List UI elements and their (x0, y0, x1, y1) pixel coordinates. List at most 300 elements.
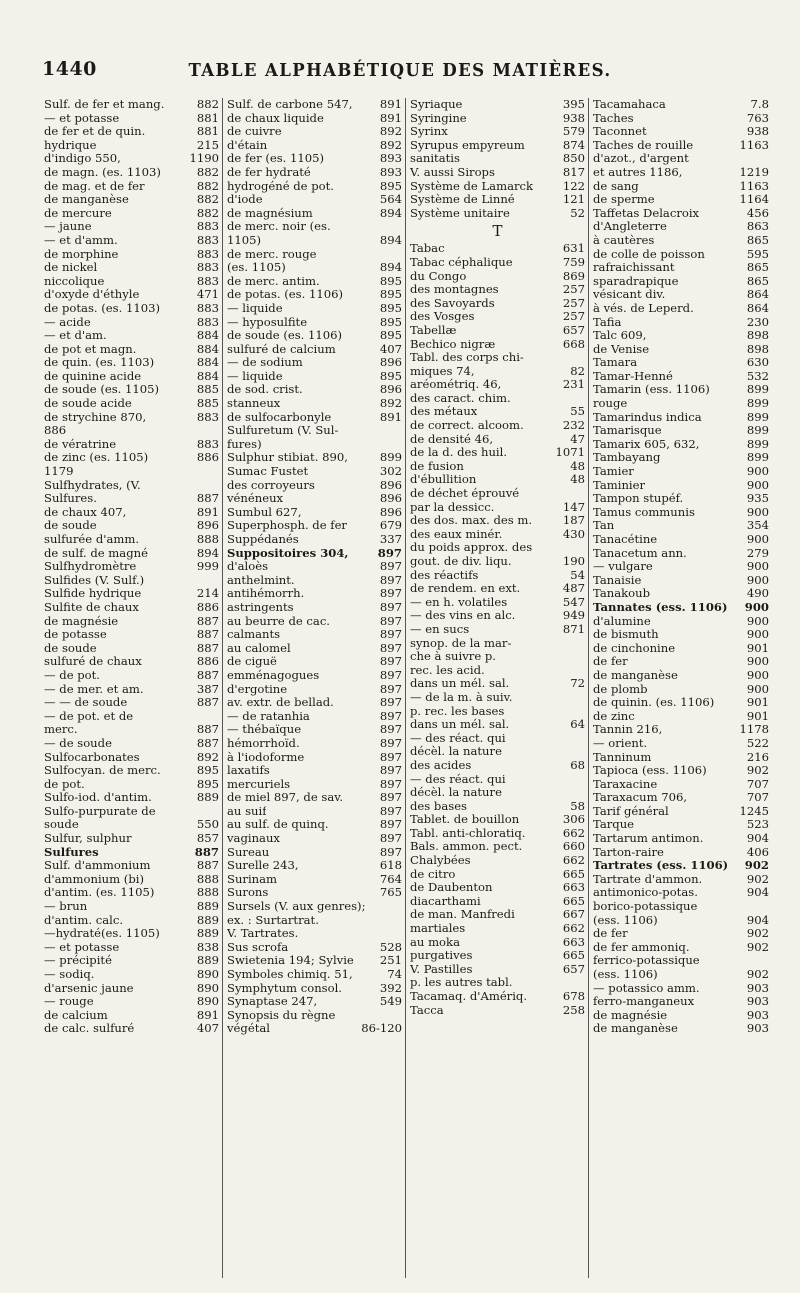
index-entry (227, 615, 402, 629)
entry-page-ref: 898 (746, 329, 769, 343)
index-entry (410, 139, 585, 153)
entry-page-ref: 456 (746, 206, 769, 220)
index-entry (227, 397, 402, 411)
index-entry (593, 791, 769, 805)
entry-term: calmants (227, 628, 281, 642)
index-entry (44, 778, 219, 792)
index-entry (410, 501, 585, 515)
entry-page-ref: 895 (379, 315, 402, 329)
entry-page-ref: 257 (562, 283, 585, 297)
entry-term: de vératrine (44, 437, 117, 451)
index-entry (410, 963, 585, 977)
entry-term: rouge (593, 397, 628, 411)
index-entry (410, 868, 585, 882)
entry-term: de manganèse (44, 193, 129, 207)
index-entry (227, 302, 402, 316)
entry-term: de magnésie (44, 614, 119, 628)
entry-term: Sursels (V. aux genres); (227, 900, 366, 914)
entry-term: de zinc (es. 1105) (44, 451, 149, 465)
entry-term: de calc. sulfuré (44, 1022, 135, 1036)
entry-term: de magnésie (593, 1008, 668, 1022)
entry-term: Synopsis du règne (227, 1008, 336, 1022)
entry-page-ref: 122 (562, 179, 585, 193)
index-entry (44, 547, 219, 561)
entry-term: antihémorrh. (227, 587, 305, 601)
index-entry (44, 139, 219, 153)
index-entry (227, 818, 402, 832)
entry-page-ref: 897 (379, 600, 402, 614)
index-entry (44, 601, 219, 615)
index-entry (44, 193, 219, 207)
entry-page-ref: 883 (196, 247, 219, 261)
entry-term: végétal (227, 1022, 270, 1036)
index-entry (593, 424, 769, 438)
index-entry (44, 642, 219, 656)
index-entry (410, 541, 585, 555)
index-entry (44, 234, 219, 248)
entry-page-ref: 1219 (739, 165, 769, 179)
page-number: 1440 (42, 58, 97, 80)
entry-page-ref: 894 (379, 233, 402, 247)
entry-term: Sulfuretum (V. Sul- (227, 424, 339, 438)
entry-page-ref: 48 (570, 459, 585, 473)
entry-term: Tabellæ (410, 323, 457, 337)
entry-term: Sus scrofa (227, 940, 289, 954)
entry-term: de merc. antim. (227, 274, 320, 288)
entry-term: rec. les acid. (410, 663, 485, 677)
entry-page-ref: 1071 (555, 446, 585, 460)
entry-term: de sperme (593, 193, 655, 207)
entry-term: d'antim. calc. (44, 913, 124, 927)
entry-page-ref: 888 (196, 533, 219, 546)
entry-page-ref: 72 (570, 677, 585, 691)
entry-page-ref: 630 (746, 356, 769, 370)
entry-page-ref: 895 (379, 274, 402, 288)
entry-term: Sulf. de carbone 547, (227, 98, 353, 111)
index-entry (593, 1009, 769, 1023)
index-entry (410, 759, 585, 773)
entry-term: Taraxacum 706, (593, 791, 688, 805)
entry-term: Tartrate d'ammon. (593, 872, 703, 886)
entry-page-ref: 897 (379, 682, 402, 696)
index-entry (410, 555, 585, 569)
entry-page-ref: 897 (379, 614, 402, 628)
entry-page-ref: 902 (746, 764, 769, 778)
index-entry (593, 805, 769, 819)
entry-term: d'ammonium (bi) (44, 872, 144, 886)
entry-term: de magn. (es. 1103) (44, 165, 161, 179)
index-entry (593, 995, 769, 1009)
entry-page-ref: 1245 (739, 804, 769, 818)
entry-term: Tanakoub (593, 587, 651, 601)
index-entry (410, 1004, 585, 1018)
entry-page-ref: 897 (379, 641, 402, 655)
entry-page-ref: 58 (570, 799, 585, 813)
entry-page-ref: 897 (379, 777, 402, 791)
entry-page-ref: 52 (570, 206, 585, 220)
index-entry (410, 949, 585, 963)
entry-term: décèl. la nature (410, 786, 502, 800)
index-entry (410, 256, 585, 270)
index-entry (44, 383, 219, 397)
entry-term: au moka (410, 935, 460, 949)
entry-page-ref: 895 (196, 777, 219, 791)
entry-page-ref: 231 (562, 378, 585, 392)
index-entry (227, 139, 402, 153)
index-entry (227, 506, 402, 520)
entry-term: 1105) (227, 233, 262, 247)
entry-page-ref: 618 (379, 859, 402, 873)
entry-term: Système de Lamarck (410, 179, 534, 193)
index-entry (593, 927, 769, 941)
entry-term: emménagogues (227, 668, 320, 682)
entry-page-ref: 900 (746, 478, 769, 492)
entry-page-ref: 549 (379, 995, 402, 1009)
index-entry (227, 628, 402, 642)
entry-page-ref: 897 (379, 628, 402, 642)
entry-term: de fer (593, 655, 628, 669)
index-entry (593, 737, 769, 751)
entry-page-ref: 882 (196, 165, 219, 179)
index-entry (593, 193, 769, 207)
index-entry (227, 370, 402, 384)
entry-page-ref: 68 (570, 758, 585, 772)
entry-page-ref: 897 (379, 668, 402, 682)
entry-page-ref: 765 (379, 886, 402, 900)
index-entry (44, 846, 219, 860)
entry-term: de sulfocarbonyle (227, 410, 332, 424)
index-entry (227, 587, 402, 601)
entry-page-ref: 865 (746, 261, 769, 275)
entry-page-ref: 857 (196, 832, 219, 846)
entry-page-ref: 902 (746, 940, 769, 954)
index-entry (44, 411, 219, 425)
entry-term: hémorrhoïd. (227, 736, 300, 750)
index-entry (593, 370, 769, 384)
entry-page-ref: 899 (746, 410, 769, 424)
index-entry (410, 596, 585, 610)
entry-page-ref: 430 (562, 527, 585, 541)
index-entry (227, 778, 402, 792)
index-entry (593, 98, 769, 112)
entry-page-ref: 892 (379, 397, 402, 411)
entry-page-ref: 886 (196, 655, 219, 669)
index-entry (410, 338, 585, 352)
entry-page-ref: 663 (562, 881, 585, 895)
entry-term: décèl. la nature (410, 745, 502, 759)
entry-page-ref: 897 (379, 655, 402, 669)
entry-page-ref: 902 (744, 859, 769, 873)
entry-term: de correct. alcoom. (410, 419, 524, 433)
index-entry (410, 936, 585, 950)
index-entry (227, 941, 402, 955)
entry-page-ref: 660 (562, 840, 585, 854)
entry-page-ref: 898 (746, 342, 769, 356)
index-entry (227, 1022, 402, 1036)
entry-page-ref: 883 (196, 410, 219, 424)
entry-page-ref: 897 (379, 791, 402, 805)
index-entry (227, 180, 402, 194)
entry-term: 886 (44, 424, 67, 438)
entry-term: Tan (593, 519, 615, 533)
entry-page-ref: 678 (562, 990, 585, 1003)
entry-page-ref: 900 (744, 600, 769, 614)
index-column-3 (406, 98, 589, 1278)
index-entry (593, 1022, 769, 1036)
entry-page-ref: 897 (379, 818, 402, 832)
index-entry (227, 356, 402, 370)
entry-page-ref: 1163 (739, 138, 769, 152)
entry-term: au sulf. de quinq. (227, 818, 329, 832)
entry-term: Tannates (ess. 1106) (593, 600, 728, 614)
entry-page-ref: 490 (746, 587, 769, 601)
index-entry (44, 343, 219, 357)
entry-page-ref: 887 (196, 859, 219, 873)
entry-page-ref: 302 (379, 465, 402, 479)
entry-page-ref: 579 (562, 125, 585, 139)
entry-page-ref: 764 (379, 872, 402, 886)
entry-page-ref: 882 (196, 206, 219, 220)
entry-term: Tarque (593, 818, 635, 832)
entry-term: Tacamahaca (593, 98, 666, 111)
index-entry (593, 451, 769, 465)
index-entry (227, 886, 402, 900)
index-entry (593, 642, 769, 656)
entry-page-ref: 665 (562, 867, 585, 881)
entry-term: à vés. de Leperd. (593, 301, 694, 315)
index-entry (410, 609, 585, 623)
entry-term: Tapioca (ess. 1106) (593, 764, 707, 778)
index-entry (410, 270, 585, 284)
entry-term: d'étain (227, 138, 268, 152)
entry-term: Talc 609, (593, 329, 647, 343)
index-entry (44, 519, 219, 533)
entry-term: de chaux liquide (227, 111, 324, 125)
entry-term: des corroyeurs (227, 478, 315, 492)
index-entry (44, 180, 219, 194)
entry-term: de soude (44, 519, 97, 533)
index-entry (410, 881, 585, 895)
entry-page-ref: 904 (746, 913, 769, 927)
entry-term: — de la m. à suiv. (410, 690, 513, 704)
entry-page-ref: 54 (570, 568, 585, 582)
entry-term: — liquide (227, 301, 283, 315)
entry-page-ref: 190 (562, 555, 585, 568)
index-entry (44, 873, 219, 887)
entry-term: de quin. (es. 1103) (44, 356, 155, 370)
entry-term: Sulfocyan. de merc. (44, 764, 161, 778)
index-entry (593, 941, 769, 955)
entry-page-ref: 1178 (739, 723, 769, 737)
entry-page-ref: 214 (196, 587, 219, 601)
entry-term: gout. de div. liqu. (410, 555, 512, 568)
entry-term: Sulfide hydrique (44, 587, 142, 601)
entry-page-ref: 407 (196, 1022, 219, 1036)
entry-term: soude (44, 818, 79, 832)
index-entry (593, 954, 769, 968)
entry-page-ref: 522 (746, 736, 769, 750)
entry-term: V. Pastilles (410, 962, 473, 976)
entry-term: de zinc (593, 709, 635, 723)
entry-term: stanneux (227, 397, 281, 411)
entry-page-ref: 547 (562, 595, 585, 609)
entry-page-ref: 887 (196, 736, 219, 750)
entry-term: — jaune (44, 220, 92, 234)
index-entry (44, 438, 219, 452)
entry-term: au beurre de cac. (227, 614, 330, 628)
entry-term: Tamarix 605, 632, (593, 437, 700, 451)
entry-term: de ciguë (227, 655, 277, 669)
index-entry (410, 297, 585, 311)
index-entry (227, 275, 402, 289)
entry-term: — — de soude (44, 696, 128, 710)
entry-page-ref: 902 (746, 872, 769, 886)
index-entry (410, 378, 585, 392)
index-entry (593, 818, 769, 832)
entry-page-ref: 230 (746, 315, 769, 329)
index-entry (44, 207, 219, 221)
entry-term: d'ébullition (410, 473, 477, 487)
entry-term: Surinam (227, 872, 278, 886)
index-entry (227, 451, 402, 465)
entry-page-ref: 55 (570, 405, 585, 419)
index-entry (227, 411, 402, 425)
index-entry (44, 628, 219, 642)
entry-term: Tacca (410, 1003, 444, 1017)
entry-term: de miel 897, de sav. (227, 791, 344, 805)
index-entry (593, 139, 769, 153)
index-entry (227, 112, 402, 126)
index-entry (410, 528, 585, 542)
entry-term: — précipité (44, 954, 112, 968)
index-entry (410, 813, 585, 827)
entry-page-ref: 900 (746, 668, 769, 682)
entry-term: Sulfite de chaux (44, 600, 139, 614)
entry-page-ref: 64 (570, 718, 585, 732)
index-entry (410, 365, 585, 379)
entry-page-ref: 662 (562, 854, 585, 868)
index-entry (227, 791, 402, 805)
index-entry (227, 927, 402, 941)
index-entry (593, 329, 769, 343)
index-entry (410, 487, 585, 501)
index-entry (410, 800, 585, 814)
entry-page-ref: 523 (746, 818, 769, 832)
entry-term: — et potasse (44, 940, 120, 954)
index-entry (410, 705, 585, 719)
entry-page-ref: 86-120 (361, 1022, 402, 1036)
index-entry (227, 642, 402, 656)
index-entry (44, 98, 219, 112)
entry-term: d'Angleterre (593, 220, 667, 234)
entry-page-ref: 882 (196, 98, 219, 111)
entry-page-ref: 900 (746, 614, 769, 628)
index-entry (44, 791, 219, 805)
entry-page-ref: 900 (746, 505, 769, 519)
entry-page-ref: 665 (562, 894, 585, 908)
entry-page-ref: 888 (196, 872, 219, 886)
entry-term: Tartarum antimon. (593, 832, 704, 846)
index-entry (593, 397, 769, 411)
entry-term: de fer (es. 1105) (227, 152, 325, 166)
entry-page-ref: 279 (746, 546, 769, 560)
entry-page-ref: 897 (379, 845, 402, 859)
entry-term: à l'iodoforme (227, 750, 305, 764)
entry-term: des métaux (410, 405, 478, 419)
entry-term: de fer ammoniq. (593, 940, 690, 954)
index-entry (410, 773, 585, 787)
entry-term: de potasse (44, 628, 107, 642)
index-entry (44, 655, 219, 669)
entry-page-ref: 899 (746, 451, 769, 465)
entry-page-ref: 892 (196, 750, 219, 764)
entry-term: d'indigo 550, (44, 152, 121, 166)
entry-page-ref: 889 (196, 913, 219, 927)
index-entry (227, 846, 402, 860)
entry-page-ref: 528 (379, 940, 402, 954)
index-entry (593, 479, 769, 493)
entry-page-ref: 863 (746, 220, 769, 234)
entry-page-ref: 894 (379, 206, 402, 220)
entry-term: d'arsenic jaune (44, 981, 134, 995)
entry-term: — orient. (593, 736, 648, 750)
index-entry (227, 316, 402, 330)
index-entry (44, 669, 219, 683)
entry-term: ex. : Surtartrat. (227, 913, 319, 927)
entry-page-ref: 1163 (739, 179, 769, 193)
entry-term: Tabac céphalique (410, 255, 513, 269)
index-entry (593, 519, 769, 533)
entry-term: ferro-manganeux (593, 995, 695, 1009)
index-entry (410, 419, 585, 433)
index-entry (593, 302, 769, 316)
entry-term: de soude (es. 1106) (227, 329, 343, 343)
entry-page-ref: 665 (562, 949, 585, 963)
index-entry (410, 895, 585, 909)
index-entry (410, 922, 585, 936)
entry-term: hydrogéné de pot. (227, 179, 334, 193)
index-entry (593, 710, 769, 724)
index-entry (44, 886, 219, 900)
entry-page-ref: 869 (562, 269, 585, 283)
entry-page-ref: 354 (746, 519, 769, 533)
entry-page-ref: 763 (746, 111, 769, 125)
index-entry (227, 601, 402, 615)
entry-term: — de ratanhia (227, 709, 310, 723)
entry-term: des acides (410, 758, 472, 772)
entry-term: au suif (227, 804, 267, 818)
index-entry (593, 886, 769, 900)
entry-term: Synaptase 247, (227, 995, 318, 1009)
entry-page-ref: 897 (379, 750, 402, 764)
index-entry (410, 908, 585, 922)
entry-page-ref: 903 (746, 981, 769, 995)
index-entry (593, 547, 769, 561)
entry-term: antimonico-potas. (593, 886, 698, 900)
entry-term: de déchet éprouvé (410, 487, 520, 501)
entry-term: Tabac (410, 242, 445, 256)
index-entry (593, 778, 769, 792)
entry-term: de potas. (es. 1103) (44, 301, 160, 315)
entry-term: de rendem. en ext. (410, 582, 521, 596)
entry-term: de merc. rouge (227, 247, 317, 261)
index-entry (227, 764, 402, 778)
entry-term: de merc. noir (es. (227, 220, 331, 234)
index-entry (44, 288, 219, 302)
entry-page-ref: 889 (196, 900, 219, 914)
entry-term: de fusion (410, 459, 464, 473)
entry-term: de soude (44, 641, 97, 655)
